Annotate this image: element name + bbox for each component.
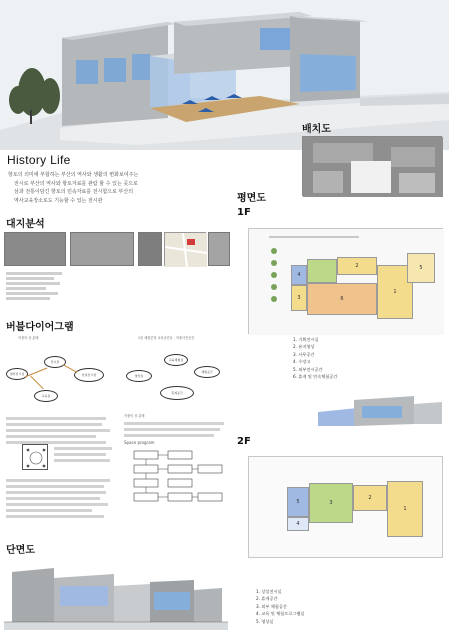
bubble-node: 전시관 — [44, 356, 66, 368]
bubble-notes — [6, 414, 116, 447]
site-plan-illustration — [303, 137, 443, 197]
site-plan-heading: 배치도 — [302, 124, 331, 135]
bubble-link — [25, 368, 48, 378]
building-perspective-render — [0, 0, 449, 150]
intro-line: 전시로 부산의 역사와 항토자료를 관람 할 수 있는 곳으로 — [14, 180, 138, 187]
site-photo — [208, 232, 230, 266]
bubble-link — [30, 376, 43, 389]
legend-item: 1. 상설전시실 — [256, 589, 282, 594]
floor-1-plan — [248, 228, 443, 334]
bubble-node: 교육실 — [34, 390, 58, 402]
bubble-node: 영상전시실 — [6, 368, 28, 380]
floor-2-legend — [256, 588, 304, 625]
space-program-chart — [124, 447, 234, 527]
elevation-thumbnail — [318, 390, 442, 428]
intro-line: 항토의 의미에 부합하는 부산의 역사와 생활의 변화보여주는 — [8, 172, 139, 178]
floor-2-room-4: 4 — [287, 517, 309, 531]
section-render — [4, 560, 228, 630]
section-render-illustration — [4, 560, 228, 630]
legend-item: 2. 휴게공간 — [256, 596, 278, 602]
floor-2-room-1: 1 — [387, 481, 423, 537]
elevation-illustration — [318, 390, 442, 428]
intro-title: History Life — [7, 153, 71, 167]
floor-2-room-5: 5 — [287, 487, 309, 517]
site-map — [164, 232, 206, 266]
bubble-link — [63, 364, 78, 372]
site-analysis-heading: 대지분석 — [6, 219, 45, 230]
intro-line: 삼과 전통이담긴 항토의 민속자료를 전시함으로 부산의 — [14, 189, 134, 196]
diagram-box-illustration — [23, 445, 49, 471]
legend-item: 4. 교육 및 체험프로그램실 — [256, 611, 305, 617]
building-render-illustration — [0, 0, 449, 150]
site-aerial-photo — [70, 232, 134, 266]
bubble-subtitle: 작품의 상 분배 — [18, 336, 39, 340]
floor-1-legend — [293, 336, 337, 380]
legend-item: 1. 기획전시실 — [293, 337, 319, 342]
legend-item: 2. 유지영상 — [293, 344, 315, 350]
bubble-notes — [6, 476, 116, 521]
floor-1-room-1: 1 — [377, 265, 413, 319]
bubble-diagram-heading: 버블다이어그램 — [6, 322, 74, 333]
bubble-node: 교육체험실 — [164, 354, 188, 366]
site-plan-image — [302, 136, 442, 196]
site-photo — [138, 232, 162, 266]
space-program — [124, 414, 234, 531]
legend-item: 6. 휴게 및 민속체험공간 — [293, 374, 338, 380]
bubble-diagram-1 — [4, 336, 118, 408]
legend-item: 3. 외부 체험공간 — [256, 603, 287, 609]
floor-1-room-2: 2 — [337, 257, 377, 275]
site-map-illustration — [165, 233, 207, 267]
diagram-box — [22, 444, 48, 470]
bubble-node: 영상실 — [126, 370, 152, 382]
bubble-node: 체험공간 — [194, 366, 220, 378]
floor-2-heading: 2F — [237, 436, 251, 447]
space-program-title: Space program — [124, 439, 155, 445]
legend-item: 4. 수장고 — [293, 359, 311, 365]
bubble-node: 상설전시관 — [74, 368, 104, 382]
floor-2-plan — [248, 456, 443, 558]
legend-item: 3. 사무공간 — [293, 351, 315, 357]
floor-2-room-3: 3 — [309, 483, 353, 523]
floor-plan-heading: 평면도 — [237, 193, 266, 204]
site-photo — [4, 232, 66, 266]
floor-1-room-6-area — [307, 259, 337, 283]
floor-1-heading: 1F — [237, 207, 251, 218]
floor-1-room-5: 5 — [407, 253, 435, 283]
legend-item: 5. 영상실 — [256, 618, 274, 624]
bubble-node: 휴게공간 — [160, 386, 194, 400]
legend-item: 5. 외부전시공간 — [293, 366, 323, 372]
floor-2-room-2: 2 — [353, 485, 387, 511]
floor-1-room-4: 4 — [291, 265, 307, 285]
bubble-diagram-2 — [124, 336, 236, 408]
site-analysis-notes — [6, 270, 66, 302]
bubble-subtitle: 1층 체험중점 교육공간동 , 작품사전공간 — [138, 336, 195, 340]
section-heading: 단면도 — [6, 545, 35, 556]
intro-description — [8, 171, 138, 205]
diagram-box-notes — [54, 444, 116, 465]
floor-1-room-6: 6 — [307, 283, 377, 315]
space-program-subtitle: 작품의 상 분배 — [124, 414, 145, 418]
intro-line: 역사교육장소로도 기능할 수 있는 전시관 — [14, 197, 103, 204]
floor-1-room-3: 3 — [291, 285, 307, 311]
